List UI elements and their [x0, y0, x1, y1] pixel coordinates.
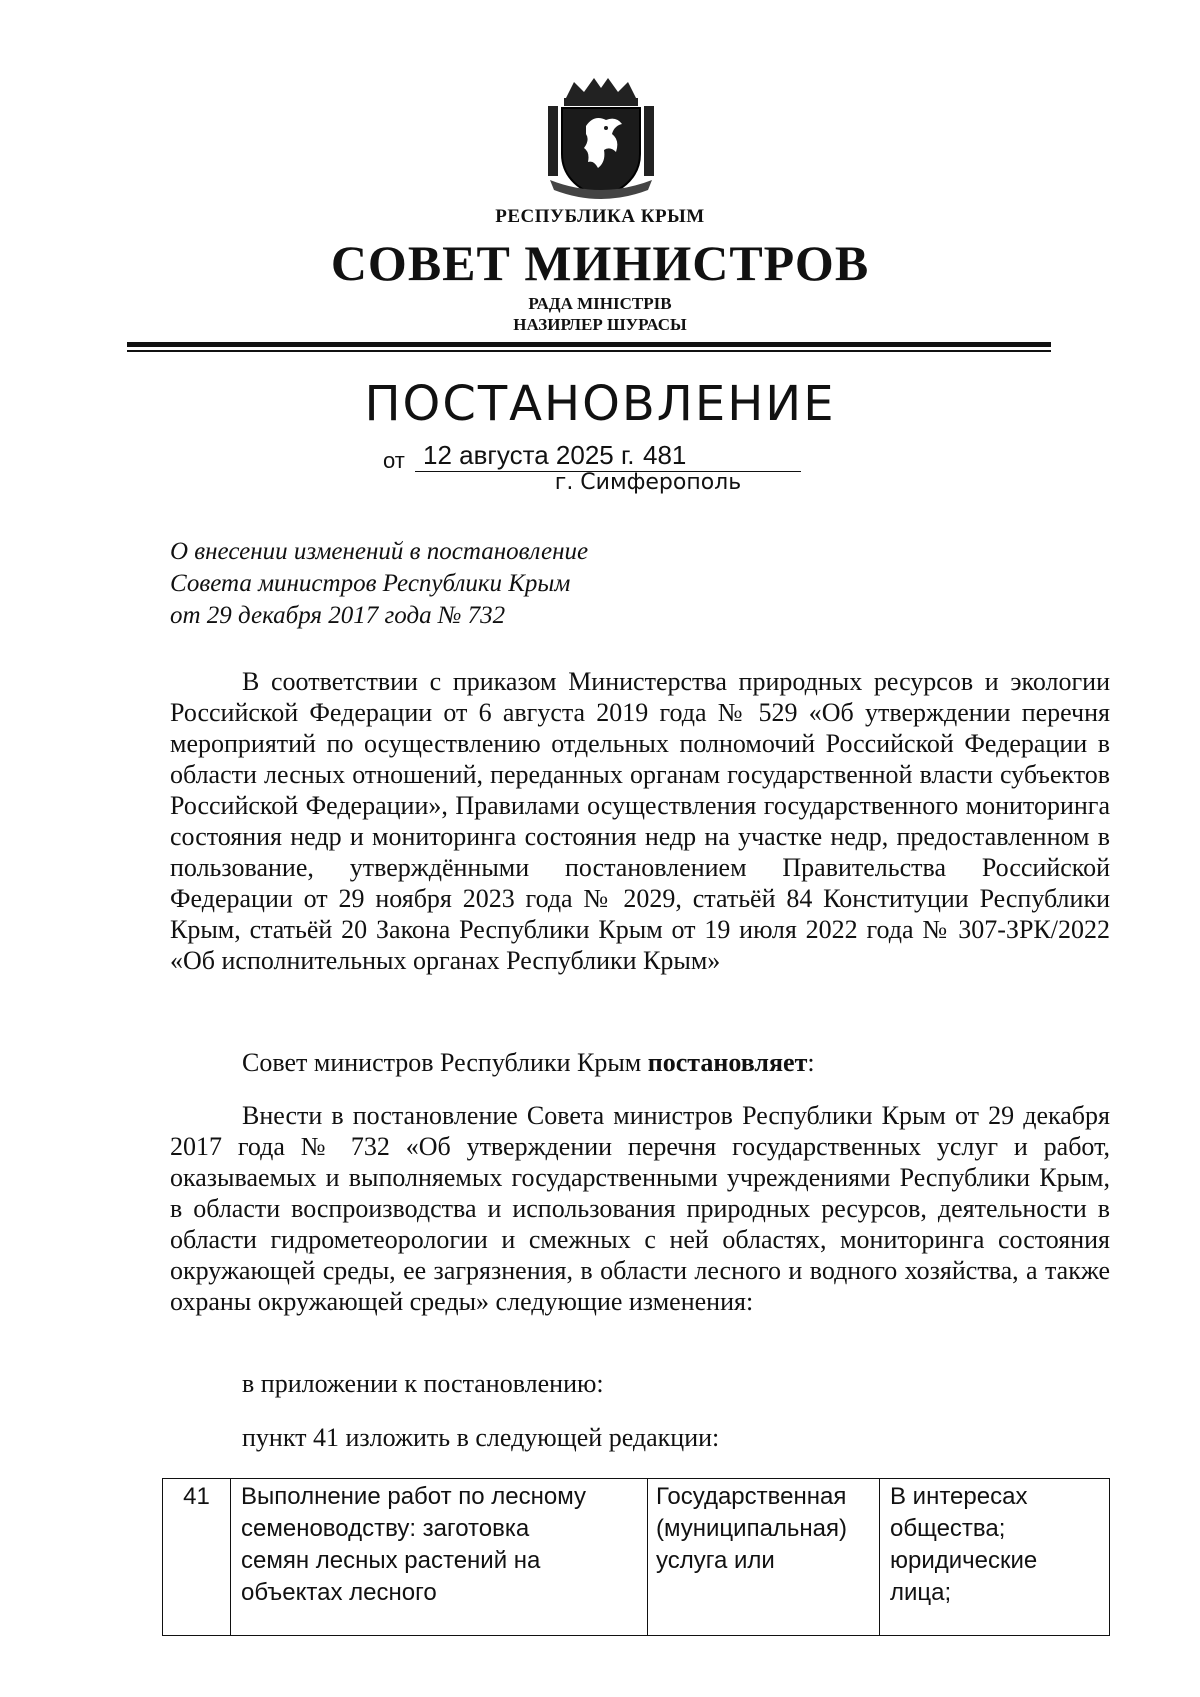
council-name: СОВЕТ МИНИСТРОВ	[330, 235, 870, 291]
resolves-paragraph	[242, 1047, 1102, 1078]
table-cell-line: общества;	[890, 1515, 1006, 1542]
item-intro-paragraph: пункт 41 изложить в следующей редакции:	[242, 1423, 720, 1452]
table-cell-line: лица;	[890, 1579, 952, 1606]
table-cell-line: (муниципальная)	[656, 1515, 848, 1542]
table-cell-kind	[648, 1479, 880, 1635]
document-subject	[170, 536, 588, 632]
table-cell-line: Выполнение работ по лесному	[241, 1483, 587, 1510]
table-cell-line: семеноводству: заготовка	[241, 1515, 530, 1542]
date-number-line	[383, 440, 803, 472]
table-cell-line: В интересах	[890, 1483, 1028, 1510]
resolves-colon: :	[807, 1048, 815, 1077]
header-divider-thick	[127, 342, 1051, 347]
document-date: 12 августа 2025 г.	[423, 440, 635, 470]
amendment-paragraph: Внести в постановление Совета министров Республики Крым от 29 декабря 2017 года № 732 «Об утверждении перечня государственных услуг и работ, оказываемых и выполняемых государственными учреждениями Республики Крым, в области воспроизводства и использования природных ресурсов, деятельности в области гидрометеорологии и смежных с ней областях, мониторинга состояния окружающей среды, ее загрязнения, в области лесного и водного хозяйства, а также охраны окружающей среды» следующие изменения:	[170, 1101, 1110, 1316]
council-name-ukrainian: РАДА МІНІСТРІВ	[528, 294, 672, 313]
date-prefix: от	[383, 448, 405, 473]
table-cell-line: услуга или	[656, 1547, 775, 1574]
council-name-crimean-tatar: НАЗИРЛЕР ШУРАСЫ	[513, 315, 687, 334]
subject-line: от 29 декабря 2017 года № 732	[170, 602, 506, 629]
document-type-title: ПОСТАНОВЛЕНИЕ	[364, 376, 836, 432]
table-cell-line: юридические	[890, 1547, 1038, 1574]
resolves-text: Совет министров Республики Крым	[242, 1048, 648, 1077]
header-divider-thin	[127, 350, 1051, 352]
appendix-paragraph: в приложении к постановлению:	[242, 1369, 604, 1398]
table-cell-name	[231, 1479, 648, 1635]
table-cell-line: семян лесных растений на	[241, 1547, 541, 1574]
document-number: 481	[643, 440, 687, 470]
country-name: РЕСПУБЛИКА КРЫМ	[495, 206, 705, 227]
table-cell-line: Государственная	[656, 1483, 847, 1510]
subject-line: О внесении изменений в постановление	[170, 538, 589, 565]
resolves-keyword: постановляет	[647, 1048, 808, 1077]
subject-line: Совета министров Республики Крым	[170, 570, 571, 597]
coat-of-arms-icon	[544, 76, 658, 202]
services-table	[162, 1478, 1110, 1636]
table-cell-line: объектах лесного	[241, 1579, 437, 1606]
table-cell-number: 41	[163, 1479, 231, 1635]
document-city: г. Симферополь	[554, 470, 742, 495]
table-cell-consumers	[880, 1479, 1109, 1635]
preamble-paragraph: В соответствии с приказом Министерства природных ресурсов и экологии Российской Федерации от 6 августа 2019 года № 529 «Об утверждении перечня мероприятий по осуществлению отдельных полномочий Российской Федерации в области лесных отношений, переданных органам государственной власти субъектов Российской Федерации», Правилами осуществления государственного мониторинга состояния недр и мониторинга состояния недр на участке недр, предоставленном в пользование, утверждёнными постановлением Правительства Российской Федерации от 29 ноября 2023 года № 2029, статьёй 84 Конституции Республики Крым, статьёй 20 Закона Республики Крым от 19 июля 2022 года № 307-ЗРК/2022 «Об исполнительных органах Республики Крым»	[170, 667, 1110, 975]
